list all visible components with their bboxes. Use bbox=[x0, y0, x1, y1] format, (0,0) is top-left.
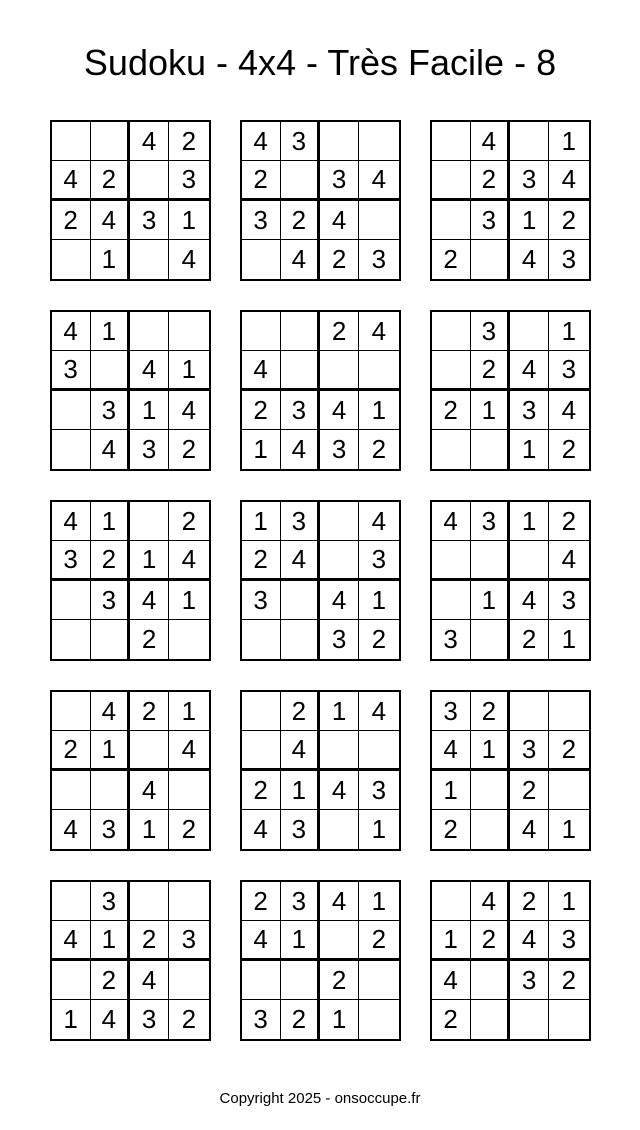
sudoku-cell-g8-r2-c1: 2 bbox=[242, 541, 281, 580]
sudoku-cell-g14-r2-c1: 4 bbox=[242, 921, 281, 960]
sudoku-cell-g10-r2-c1: 2 bbox=[52, 731, 91, 770]
sudoku-cell-g1-r2-c4: 3 bbox=[169, 161, 208, 200]
sudoku-cell-g5-r3-c3: 4 bbox=[320, 391, 359, 430]
sudoku-cell-g15-r1-c3: 2 bbox=[510, 882, 549, 921]
copyright-text: Copyright 2025 - onsoccupe.fr bbox=[219, 1090, 421, 1107]
sudoku-cell-g14-r1-c4: 1 bbox=[359, 882, 398, 921]
sudoku-cell-g2-r1-c3[interactable] bbox=[320, 122, 359, 161]
sudoku-cell-g10-r2-c2: 1 bbox=[91, 731, 130, 770]
sudoku-cell-g13-r3-c3: 4 bbox=[130, 961, 169, 1000]
sudoku-cell-g6-r1-c2: 3 bbox=[471, 312, 510, 351]
sudoku-cell-g8-r4-c1[interactable] bbox=[242, 620, 281, 659]
sudoku-cell-g11-r2-c1[interactable] bbox=[242, 731, 281, 770]
sudoku-cell-g10-r4-c1: 4 bbox=[52, 810, 91, 849]
sudoku-cell-g3-r3-c3: 1 bbox=[510, 201, 549, 240]
sudoku-cell-g2-r2-c3: 3 bbox=[320, 161, 359, 200]
sudoku-grid-2 bbox=[240, 120, 401, 281]
sudoku-cell-g5-r3-c2: 3 bbox=[281, 391, 320, 430]
sudoku-cell-g4-r4-c1[interactable] bbox=[52, 430, 91, 469]
sudoku-cell-g4-r3-c2: 3 bbox=[91, 391, 130, 430]
sudoku-cell-g15-r4-c1: 2 bbox=[432, 1000, 471, 1039]
sudoku-cell-g5-r3-c4: 1 bbox=[359, 391, 398, 430]
sudoku-cell-g13-r4-c4: 2 bbox=[181, 1004, 197, 1035]
sudoku-cell-g5-r2-c2[interactable] bbox=[281, 351, 320, 390]
sudoku-cell-g15-r4-c2[interactable] bbox=[471, 1000, 510, 1039]
sudoku-cell-g4-r3-c4: 4 bbox=[169, 391, 208, 430]
sudoku-cell-g2-r2-c2[interactable] bbox=[281, 161, 320, 200]
sudoku-cell-g9-r4-c1: 3 bbox=[432, 620, 471, 659]
sudoku-cell-g3-r4-c1: 2 bbox=[432, 240, 471, 279]
sudoku-cell-g11-r3-c1: 2 bbox=[242, 771, 281, 810]
sudoku-cell-g13-r2-c1: 4 bbox=[52, 921, 91, 960]
sudoku-cell-g12-r4-c1: 2 bbox=[432, 810, 471, 849]
sudoku-grid-3 bbox=[430, 120, 591, 281]
sudoku-grid-6 bbox=[430, 310, 591, 471]
sudoku-cell-g12-r2-c2: 1 bbox=[471, 731, 510, 770]
sudoku-cell-g14-r1-c2: 3 bbox=[281, 882, 320, 921]
sudoku-cell-g12-r1-c1: 3 bbox=[432, 692, 471, 731]
sudoku-cell-g2-r2-c4: 4 bbox=[359, 161, 398, 200]
sudoku-cell-g8-r4-c3: 3 bbox=[320, 620, 359, 659]
sudoku-cell-g2-r1-c1: 4 bbox=[242, 122, 281, 161]
sudoku-cell-g9-r1-c1: 4 bbox=[432, 502, 471, 541]
sudoku-cell-g11-r3-c4: 3 bbox=[359, 771, 398, 810]
sudoku-cell-g13-r3-c2: 2 bbox=[91, 961, 130, 1000]
sudoku-cell-g7-r3-c4: 1 bbox=[169, 581, 208, 620]
sudoku-cell-g14-r3-c4[interactable] bbox=[359, 961, 398, 1000]
sudoku-cell-g3-r1-c2: 4 bbox=[471, 122, 510, 161]
sudoku-cell-g3-r2-c3: 3 bbox=[510, 161, 549, 200]
sudoku-cell-g10-r2-c4: 4 bbox=[169, 731, 208, 770]
sudoku-cell-g10-r3-c1[interactable] bbox=[52, 771, 91, 810]
sudoku-cell-g8-r2-c2: 4 bbox=[281, 541, 320, 580]
sudoku-cell-g8-r3-c1: 3 bbox=[242, 581, 281, 620]
sudoku-cell-g3-r2-c2: 2 bbox=[471, 161, 510, 200]
sudoku-cell-g8-r3-c2[interactable] bbox=[281, 581, 320, 620]
sudoku-cell-g5-r2-c3[interactable] bbox=[320, 351, 359, 390]
sudoku-grid-7 bbox=[50, 500, 211, 661]
sudoku-cell-g12-r2-c4: 2 bbox=[549, 731, 588, 770]
sudoku-cell-g6-r2-c1[interactable] bbox=[432, 351, 471, 390]
sudoku-grid-5 bbox=[240, 310, 401, 471]
sudoku-cell-g14-r2-c2: 1 bbox=[281, 921, 320, 960]
sudoku-cell-g14-r2-c3[interactable] bbox=[320, 921, 359, 960]
sudoku-cell-g11-r3-c3: 4 bbox=[320, 771, 359, 810]
sudoku-cell-g15-r4-c3[interactable] bbox=[510, 1000, 549, 1039]
sudoku-cell-g2-r3-c3: 4 bbox=[320, 201, 359, 240]
sudoku-cell-g4-r1-c4[interactable] bbox=[169, 312, 208, 351]
sudoku-cell-g11-r3-c2: 1 bbox=[281, 771, 320, 810]
sudoku-cell-g12-r2-c1: 4 bbox=[432, 731, 471, 770]
sudoku-cell-g8-r4-c2[interactable] bbox=[281, 620, 320, 659]
sudoku-cell-g12-r4-c3: 4 bbox=[510, 810, 549, 849]
sudoku-cell-g4-r1-c3[interactable] bbox=[130, 312, 169, 351]
sudoku-cell-g2-r4-c4: 3 bbox=[371, 244, 387, 275]
sudoku-cell-g11-r4-c4: 1 bbox=[371, 814, 387, 845]
sudoku-cell-g7-r1-c1: 4 bbox=[52, 502, 91, 541]
sudoku-cell-g12-r3-c2[interactable] bbox=[471, 771, 510, 810]
sudoku-cell-g15-r3-c4: 2 bbox=[549, 961, 588, 1000]
sudoku-cell-g15-r2-c1: 1 bbox=[432, 921, 471, 960]
sudoku-cell-g2-r1-c4[interactable] bbox=[359, 122, 398, 161]
sudoku-cell-g14-r3-c1[interactable] bbox=[242, 961, 281, 1000]
sudoku-cell-g9-r1-c4: 2 bbox=[549, 502, 588, 541]
sudoku-cell-g2-r3-c1: 3 bbox=[242, 201, 281, 240]
sudoku-cell-g6-r3-c4: 4 bbox=[549, 391, 588, 430]
sudoku-cell-g8-r1-c3[interactable] bbox=[320, 502, 359, 541]
sudoku-cell-g14-r1-c3: 4 bbox=[320, 882, 359, 921]
sudoku-cell-g1-r4-c2: 1 bbox=[91, 240, 130, 279]
sudoku-cell-g3-r3-c1[interactable] bbox=[432, 201, 471, 240]
sudoku-cell-g1-r2-c2: 2 bbox=[91, 161, 130, 200]
sudoku-cell-g2-r4-c1[interactable] bbox=[242, 240, 281, 279]
sudoku-cell-g11-r4-c3[interactable] bbox=[320, 810, 359, 849]
sudoku-cell-g8-r3-c3: 4 bbox=[320, 581, 359, 620]
sudoku-cell-g14-r4-c2: 2 bbox=[281, 1000, 320, 1039]
sudoku-cell-g7-r1-c3[interactable] bbox=[130, 502, 169, 541]
sudoku-cell-g13-r1-c1[interactable] bbox=[52, 882, 91, 921]
sudoku-cell-g10-r1-c3: 2 bbox=[130, 692, 169, 731]
sudoku-grid-1 bbox=[50, 120, 211, 281]
sudoku-cell-g2-r3-c2: 2 bbox=[281, 201, 320, 240]
sudoku-cell-g14-r4-c4[interactable] bbox=[359, 1000, 398, 1039]
sudoku-cell-g11-r1-c3: 1 bbox=[320, 692, 359, 731]
sudoku-cell-g3-r1-c4: 1 bbox=[549, 122, 588, 161]
sudoku-cell-g11-r2-c3[interactable] bbox=[320, 731, 359, 770]
sudoku-cell-g13-r1-c2: 3 bbox=[91, 882, 130, 921]
sudoku-cell-g6-r3-c2: 1 bbox=[471, 391, 510, 430]
sudoku-cell-g11-r1-c4: 4 bbox=[359, 692, 398, 731]
sudoku-cell-g11-r1-c2: 2 bbox=[281, 692, 320, 731]
sudoku-cell-g13-r1-c4[interactable] bbox=[169, 882, 208, 921]
sudoku-cell-g4-r1-c1: 4 bbox=[52, 312, 91, 351]
sudoku-cell-g1-r4-c3[interactable] bbox=[130, 240, 169, 279]
sudoku-cell-g13-r2-c4: 3 bbox=[169, 921, 208, 960]
sudoku-cell-g9-r2-c4: 4 bbox=[549, 541, 588, 580]
sudoku-cell-g1-r1-c3: 4 bbox=[130, 122, 169, 161]
page-title: Sudoku - 4x4 - Très Facile - 8 bbox=[83, 42, 557, 83]
sudoku-cell-g7-r3-c2: 3 bbox=[91, 581, 130, 620]
sudoku-cell-g12-r2-c3: 3 bbox=[510, 731, 549, 770]
sudoku-grid-10 bbox=[50, 690, 211, 851]
sudoku-cell-g15-r2-c4: 3 bbox=[549, 921, 588, 960]
sudoku-cell-g11-r4-c2: 3 bbox=[281, 810, 320, 849]
sudoku-cell-g9-r2-c3[interactable] bbox=[510, 541, 549, 580]
sudoku-cell-g9-r2-c1[interactable] bbox=[432, 541, 471, 580]
sudoku-cell-g15-r4-c4[interactable] bbox=[549, 1000, 588, 1039]
sudoku-cell-g5-r1-c4: 4 bbox=[359, 312, 398, 351]
sudoku-cell-g1-r3-c3: 3 bbox=[130, 201, 169, 240]
sudoku-cell-g10-r3-c2[interactable] bbox=[91, 771, 130, 810]
sudoku-cell-g2-r2-c1: 2 bbox=[242, 161, 281, 200]
sudoku-cell-g5-r3-c1: 2 bbox=[242, 391, 281, 430]
sudoku-cell-g14-r3-c2[interactable] bbox=[281, 961, 320, 1000]
sudoku-cell-g3-r2-c4: 4 bbox=[549, 161, 588, 200]
sudoku-cell-g7-r1-c4: 2 bbox=[169, 502, 208, 541]
sudoku-cell-g7-r4-c3: 2 bbox=[130, 620, 169, 659]
sudoku-cell-g6-r2-c4: 3 bbox=[549, 351, 588, 390]
sudoku-cell-g11-r2-c4[interactable] bbox=[359, 731, 398, 770]
sudoku-cell-g4-r4-c4: 2 bbox=[181, 434, 197, 465]
sudoku-cell-g15-r1-c1[interactable] bbox=[432, 882, 471, 921]
sudoku-cell-g1-r1-c1[interactable] bbox=[52, 122, 91, 161]
sudoku-cell-g10-r1-c4: 1 bbox=[169, 692, 208, 731]
sudoku-cell-g9-r3-c1[interactable] bbox=[432, 581, 471, 620]
sudoku-cell-g14-r2-c4: 2 bbox=[359, 921, 398, 960]
sudoku-grid-14 bbox=[240, 880, 401, 1041]
sudoku-cell-g10-r3-c4[interactable] bbox=[169, 771, 208, 810]
sudoku-cell-g5-r1-c1[interactable] bbox=[242, 312, 281, 351]
sudoku-cell-g4-r3-c1[interactable] bbox=[52, 391, 91, 430]
sudoku-cell-g13-r4-c1: 1 bbox=[52, 1000, 91, 1039]
sudoku-cell-g7-r4-c1[interactable] bbox=[52, 620, 91, 659]
sudoku-cell-g4-r1-c2: 1 bbox=[91, 312, 130, 351]
sudoku-cell-g9-r1-c2: 3 bbox=[471, 502, 510, 541]
sudoku-grid-8 bbox=[240, 500, 401, 661]
sudoku-cell-g8-r2-c4: 3 bbox=[359, 541, 398, 580]
sudoku-cell-g1-r4-c1[interactable] bbox=[52, 240, 91, 279]
sudoku-cell-g8-r2-c3[interactable] bbox=[320, 541, 359, 580]
sudoku-grid-4 bbox=[50, 310, 211, 471]
sudoku-cell-g3-r4-c3: 4 bbox=[510, 240, 549, 279]
sudoku-cell-g13-r4-c2: 4 bbox=[91, 1000, 130, 1039]
sudoku-cell-g1-r3-c4: 1 bbox=[169, 201, 208, 240]
sudoku-cell-g3-r2-c1[interactable] bbox=[432, 161, 471, 200]
sudoku-cell-g3-r4-c2[interactable] bbox=[471, 240, 510, 279]
sudoku-cell-g12-r3-c4[interactable] bbox=[549, 771, 588, 810]
sudoku-cell-g6-r4-c1[interactable] bbox=[432, 430, 471, 469]
sudoku-cell-g7-r1-c2: 1 bbox=[91, 502, 130, 541]
sudoku-cell-g13-r1-c3[interactable] bbox=[130, 882, 169, 921]
sudoku-cell-g7-r2-c4: 4 bbox=[169, 541, 208, 580]
sudoku-cell-g12-r3-c3: 2 bbox=[510, 771, 549, 810]
sudoku-cell-g9-r2-c2[interactable] bbox=[471, 541, 510, 580]
sudoku-cell-g7-r4-c4[interactable] bbox=[169, 620, 208, 659]
sudoku-cell-g15-r3-c3: 3 bbox=[510, 961, 549, 1000]
sudoku-grid-12 bbox=[430, 690, 591, 851]
sudoku-cell-g12-r3-c1: 1 bbox=[432, 771, 471, 810]
sudoku-cell-g6-r3-c3: 3 bbox=[510, 391, 549, 430]
sudoku-cell-g12-r1-c4[interactable] bbox=[549, 692, 588, 731]
sudoku-cell-g4-r2-c3: 4 bbox=[130, 351, 169, 390]
sudoku-grid-9 bbox=[430, 500, 591, 661]
sudoku-cell-g5-r4-c4: 2 bbox=[371, 434, 387, 465]
sudoku-cell-g2-r4-c2: 4 bbox=[281, 240, 320, 279]
sudoku-cell-g10-r2-c3[interactable] bbox=[130, 731, 169, 770]
sudoku-cell-g12-r4-c2[interactable] bbox=[471, 810, 510, 849]
sudoku-cell-g11-r4-c1: 4 bbox=[242, 810, 281, 849]
sudoku-cell-g7-r2-c2: 2 bbox=[91, 541, 130, 580]
sudoku-cell-g9-r4-c4: 1 bbox=[561, 624, 577, 655]
sudoku-cell-g12-r4-c4: 1 bbox=[561, 814, 577, 845]
sudoku-grid-13 bbox=[50, 880, 211, 1041]
sudoku-cell-g13-r4-c3: 3 bbox=[130, 1000, 169, 1039]
sudoku-cell-g3-r3-c2: 3 bbox=[471, 201, 510, 240]
sudoku-cell-g13-r2-c2: 1 bbox=[91, 921, 130, 960]
sudoku-cell-g8-r3-c4: 1 bbox=[359, 581, 398, 620]
sudoku-cell-g6-r4-c2[interactable] bbox=[471, 430, 510, 469]
sudoku-cell-g15-r3-c1: 4 bbox=[432, 961, 471, 1000]
sudoku-cell-g10-r4-c3: 1 bbox=[130, 810, 169, 849]
sudoku-cell-g1-r2-c3[interactable] bbox=[130, 161, 169, 200]
sudoku-cell-g10-r1-c1[interactable] bbox=[52, 692, 91, 731]
sudoku-cell-g10-r3-c3: 4 bbox=[130, 771, 169, 810]
sudoku-cell-g5-r1-c3: 2 bbox=[320, 312, 359, 351]
sudoku-cell-g3-r4-c4: 3 bbox=[561, 244, 577, 275]
sudoku-cell-g9-r1-c3: 1 bbox=[510, 502, 549, 541]
sudoku-cell-g1-r3-c1: 2 bbox=[52, 201, 91, 240]
sudoku-cell-g9-r3-c3: 4 bbox=[510, 581, 549, 620]
sudoku-cell-g3-r1-c1[interactable] bbox=[432, 122, 471, 161]
sudoku-cell-g13-r3-c1[interactable] bbox=[52, 961, 91, 1000]
sudoku-cell-g8-r1-c4: 4 bbox=[359, 502, 398, 541]
sudoku-cell-g15-r1-c4: 1 bbox=[549, 882, 588, 921]
sudoku-cell-g4-r4-c2: 4 bbox=[91, 430, 130, 469]
sudoku-cell-g11-r1-c1[interactable] bbox=[242, 692, 281, 731]
sudoku-cell-g10-r1-c2: 4 bbox=[91, 692, 130, 731]
sudoku-cell-g4-r4-c3: 3 bbox=[130, 430, 169, 469]
sudoku-cell-g7-r4-c2[interactable] bbox=[91, 620, 130, 659]
sudoku-cell-g5-r4-c3: 3 bbox=[320, 430, 359, 469]
sudoku-cell-g11-r2-c2: 4 bbox=[281, 731, 320, 770]
sudoku-cell-g4-r2-c2[interactable] bbox=[91, 351, 130, 390]
sudoku-cell-g1-r3-c2: 4 bbox=[91, 201, 130, 240]
sudoku-cell-g13-r2-c3: 2 bbox=[130, 921, 169, 960]
sudoku-cell-g9-r4-c2[interactable] bbox=[471, 620, 510, 659]
sudoku-cell-g9-r4-c3: 2 bbox=[510, 620, 549, 659]
sudoku-cell-g1-r1-c2[interactable] bbox=[91, 122, 130, 161]
sudoku-cell-g6-r2-c3: 4 bbox=[510, 351, 549, 390]
sudoku-cell-g6-r3-c1: 2 bbox=[432, 391, 471, 430]
sudoku-cell-g1-r1-c4: 2 bbox=[169, 122, 208, 161]
sudoku-cell-g8-r4-c4: 2 bbox=[371, 624, 387, 655]
sudoku-cell-g10-r4-c4: 2 bbox=[181, 814, 197, 845]
sudoku-grid-15 bbox=[430, 880, 591, 1041]
sudoku-cell-g6-r4-c3: 1 bbox=[510, 430, 549, 469]
sudoku-cell-g8-r1-c1: 1 bbox=[242, 502, 281, 541]
sudoku-cell-g5-r2-c1: 4 bbox=[242, 351, 281, 390]
sudoku-cell-g4-r2-c1: 3 bbox=[52, 351, 91, 390]
sudoku-cell-g13-r3-c4[interactable] bbox=[169, 961, 208, 1000]
sudoku-cell-g10-r4-c2: 3 bbox=[91, 810, 130, 849]
sudoku-cell-g9-r3-c4: 3 bbox=[549, 581, 588, 620]
sudoku-cell-g2-r3-c4[interactable] bbox=[359, 201, 398, 240]
sudoku-cell-g9-r3-c2: 1 bbox=[471, 581, 510, 620]
sudoku-cell-g3-r3-c4: 2 bbox=[549, 201, 588, 240]
sudoku-cell-g2-r4-c3: 2 bbox=[320, 240, 359, 279]
sudoku-cell-g15-r2-c2: 2 bbox=[471, 921, 510, 960]
sudoku-cell-g4-r2-c4: 1 bbox=[169, 351, 208, 390]
sudoku-cell-g5-r4-c1: 1 bbox=[242, 430, 281, 469]
sudoku-cell-g8-r1-c2: 3 bbox=[281, 502, 320, 541]
sudoku-cell-g6-r2-c2: 2 bbox=[471, 351, 510, 390]
sudoku-cell-g7-r3-c3: 4 bbox=[130, 581, 169, 620]
sudoku-cell-g7-r2-c3: 1 bbox=[130, 541, 169, 580]
sudoku-cell-g3-r1-c3[interactable] bbox=[510, 122, 549, 161]
sudoku-cell-g15-r2-c3: 4 bbox=[510, 921, 549, 960]
sudoku-cell-g2-r1-c2: 3 bbox=[281, 122, 320, 161]
sudoku-cell-g6-r4-c4: 2 bbox=[561, 434, 577, 465]
sudoku-cell-g14-r1-c1: 2 bbox=[242, 882, 281, 921]
sudoku-cell-g1-r2-c1: 4 bbox=[52, 161, 91, 200]
sudoku-cell-g5-r1-c2[interactable] bbox=[281, 312, 320, 351]
sudoku-grid-11 bbox=[240, 690, 401, 851]
sudoku-cell-g14-r3-c3: 2 bbox=[320, 961, 359, 1000]
sudoku-cell-g6-r1-c3[interactable] bbox=[510, 312, 549, 351]
sudoku-cell-g7-r2-c1: 3 bbox=[52, 541, 91, 580]
sudoku-cell-g12-r1-c3[interactable] bbox=[510, 692, 549, 731]
puzzle-grid-container bbox=[0, 120, 640, 1041]
sudoku-cell-g12-r1-c2: 2 bbox=[471, 692, 510, 731]
sudoku-cell-g5-r2-c4[interactable] bbox=[359, 351, 398, 390]
sudoku-cell-g14-r4-c1: 3 bbox=[242, 1000, 281, 1039]
sudoku-cell-g15-r3-c2[interactable] bbox=[471, 961, 510, 1000]
sudoku-cell-g7-r3-c1[interactable] bbox=[52, 581, 91, 620]
sudoku-cell-g4-r3-c3: 1 bbox=[130, 391, 169, 430]
sudoku-cell-g1-r4-c4: 4 bbox=[181, 244, 197, 275]
sudoku-cell-g6-r1-c4: 1 bbox=[549, 312, 588, 351]
sudoku-cell-g6-r1-c1[interactable] bbox=[432, 312, 471, 351]
sudoku-cell-g15-r1-c2: 4 bbox=[471, 882, 510, 921]
sudoku-cell-g5-r4-c2: 4 bbox=[281, 430, 320, 469]
sudoku-cell-g14-r4-c3: 1 bbox=[320, 1000, 359, 1039]
